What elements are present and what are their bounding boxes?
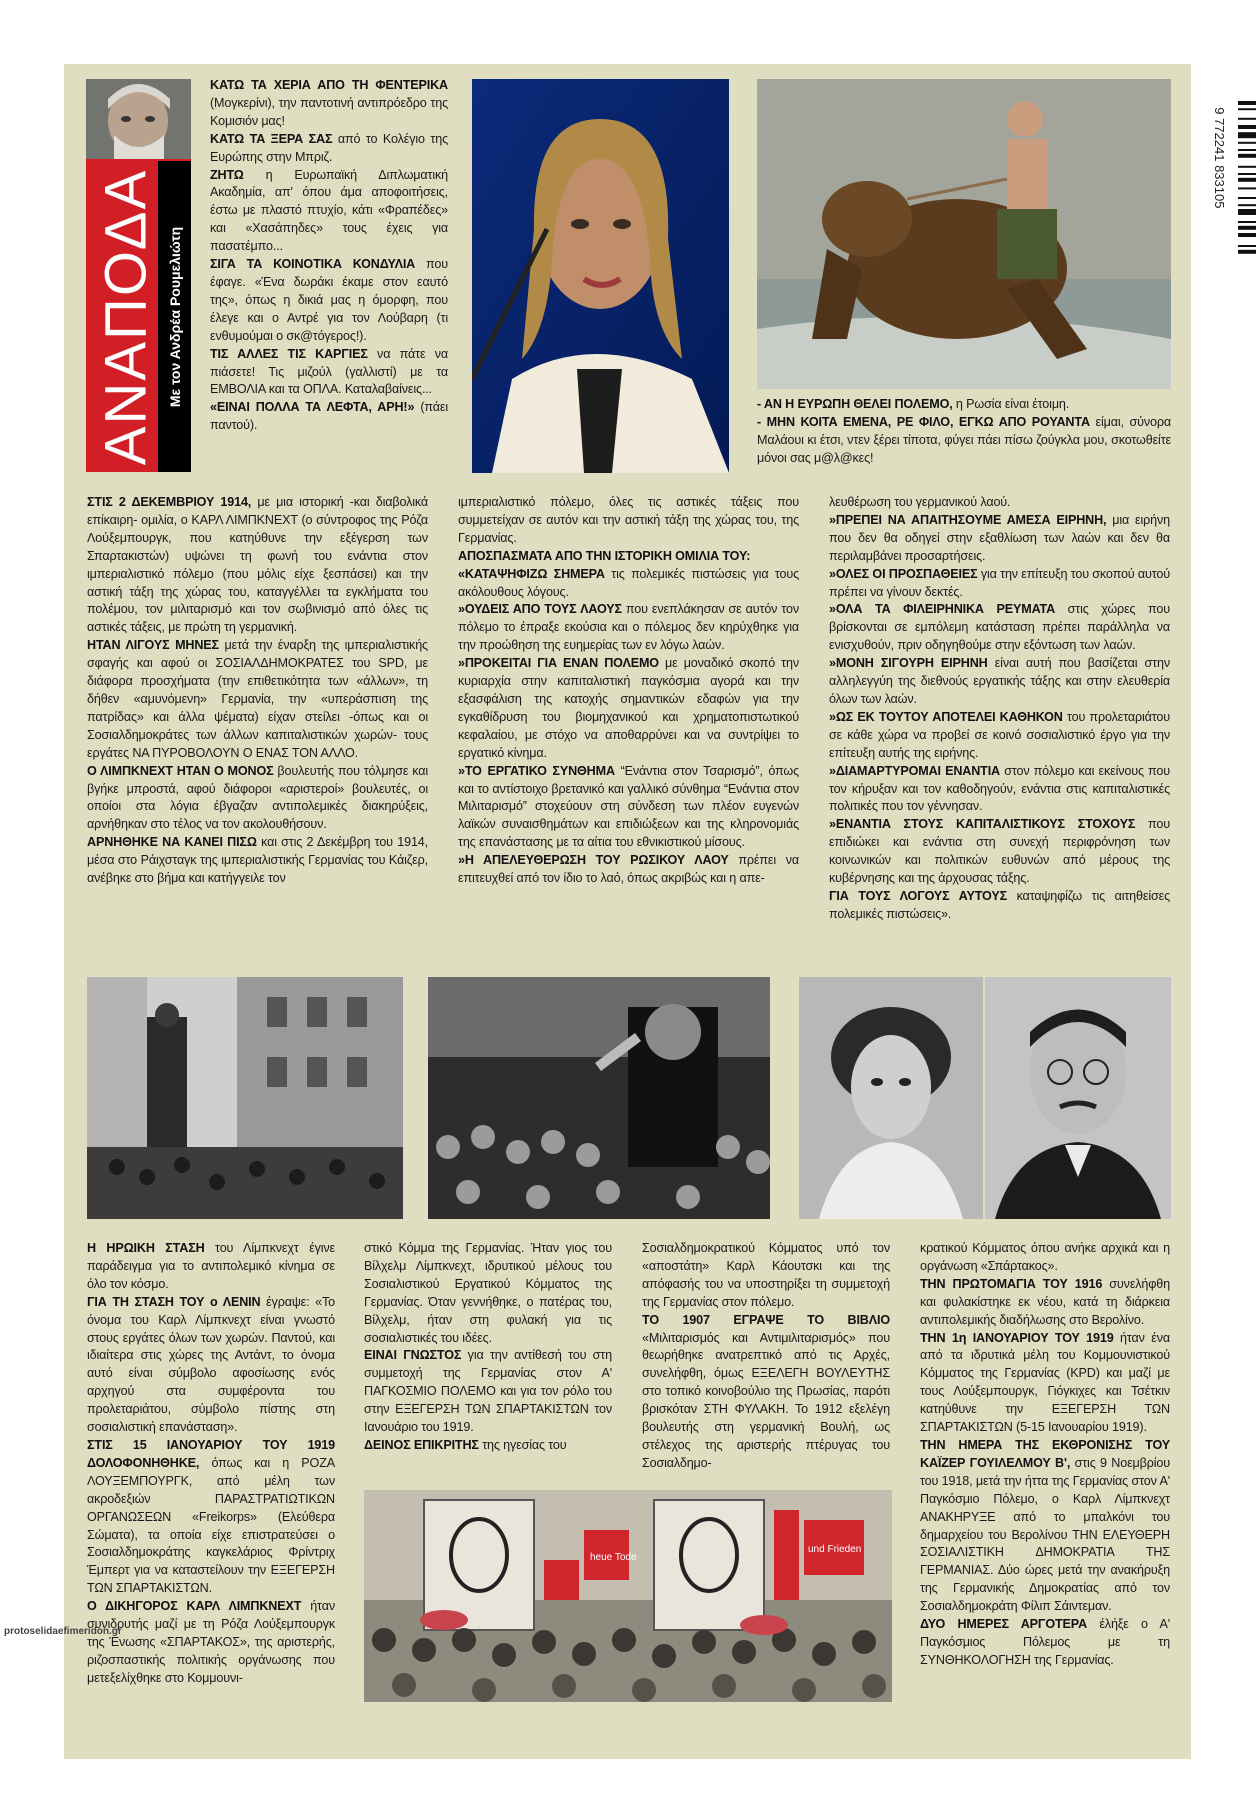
body-text: λευθέρωση του γερμανικού λαού. (829, 495, 1011, 509)
body-text: μετά την έναρξη της ιμπεριαλιστικής σφαγής και αφού οι ΣΟΣΙΑΛΔΗΜΟΚΡΑΤΕΣ του SPD, με διάφορα προσχήματα (την επιθετικότητα των «άλλων», τη δήθεν «αμυνόμενη» Γερμανία, την «υπεράσπιση της πατρίδας» και άλλα ψέματα) είχαν στείλει -όπως και οι Σοσιαλδημοκράτες των άλλων καπιταλιστικών χωρών- τους εργάτες ΝΑ ΠΥΡΟΒΟΛΟΥΝ Ο ΕΝΑΣ ΤΟΝ ΑΛΛΟ. (87, 638, 428, 760)
body-text: «Μιλιταρισμός και Αντιμιλιταρισμός» που θεωρήθηκε ανατρεπτικό από τις Αρχές, συνελήφθη, όμως ΕΞΕΛΕΓΗ ΒΟΥΛΕΥΤΗΣ στο τοπικό κοινοβούλιο της Πρωσίας, παρότι βρισκόταν ΣΤΗ ΦΥΛΑΚΗ. Το 1912 εξελέγη βουλευτής στη γερμανική Βουλή, ως στέλεχος της αριστερής πτέρυγας του Σοσιαλδημο- (642, 1330, 890, 1470)
article-column-1 (87, 494, 428, 888)
body-text: με μοναδικό σκοπό την κυριαρχία στην καπιταλιστική παγκόσμια αγορά και την εξασφάλιση της κατοχής σημαντικών εδαφών για την εγκαθίδρυση του βιομηχανικού και χρηματοπιστωτικού κεφαλαίου, με στόχο να αποθαρρύνει και να συντρίψει το εργατικό κίνημα. (458, 656, 799, 760)
liebknecht-balcony-photo (87, 977, 403, 1219)
body-text: ήταν συνιδρυτής μαζί με τη Ρόζα Λούξεμπουργκ της Ένωσης «ΣΠΑΡΤΑΚΟΣ», της αριστερής, ριζοσπαστικής πολιτικής οργάνωσης που μετεξελίχθηκε στο Κομμουνι- (87, 1599, 335, 1685)
lead-in: ΓΙΑ ΤΗ ΣΤΑΣΗ ΤΟΥ ο ΛΕΝΙΝ (87, 1294, 261, 1309)
body-text: (πάει παντού). (210, 400, 448, 433)
lead-in: »ΟΛΑ ΤΑ ΦΙΛΕΙΡΗΝΙΚΑ ΡΕΥΜΑΤΑ (829, 602, 1056, 617)
watermark: protoselidaefimeridon.gr (4, 1626, 122, 1637)
paragraph (920, 1276, 1170, 1330)
column-byline: Με τον Ανδρέα Ρουμελιώτη (166, 226, 183, 407)
article-column-3 (829, 494, 1170, 924)
body-text: του Λίμπκνεχτ έγινε παράδειγμα για το αντιπολεμικό κίνημα σε όλο τον κόσμο. (87, 1241, 335, 1291)
body-text: καταψηφίζω τις αιτηθείσες πολεμικές πιστώσεις». (829, 888, 1171, 921)
barcode-digits: 9 772241 833105 (1212, 107, 1227, 209)
body-text: που επιδιώκει και ενάντια στη συνεχή περιφρόνηση των κοινωνικών και πολιτικών ευθυνών από μέρους της κυβέρνησης και της άρχουσας τάξης. (829, 817, 1170, 886)
paragraph (87, 494, 428, 637)
paragraph (829, 763, 1170, 817)
lead-in: - ΜΗΝ ΚΟΙΤΑ ΕΜΕΝΑ, ΡΕ ΦΙΛΟ, ΕΓΚΩ ΑΠΟ ΡΟΥΑΝΤΑ (757, 414, 1090, 429)
banner-text-2: und Frieden (808, 1544, 862, 1555)
paragraph (458, 763, 799, 853)
lead-in: ΑΠΟΣΠΑΣΜΑΤΑ ΑΠΟ ΤΗΝ ΙΣΤΟΡΙΚΗ ΟΜΙΛΙΑ ΤΟΥ: (458, 548, 751, 563)
body-text: και στις 2 Δεκέμβρη του 1914, μέσα στο Ράιχσταγκ της ιμπεριαλιστικής Γερμανίας του Κάιζερ, ανέβηκε στο βήμα και κατήγγειλε τον (87, 835, 428, 886)
lead-in: ΕΙΝΑΙ ΓΝΩΣΤΟΣ (364, 1348, 462, 1363)
column-brand (86, 79, 191, 472)
paragraph (757, 396, 1171, 414)
paragraph (920, 1616, 1170, 1670)
column-title: ΑΝΑΠΟΔΑ (93, 168, 159, 465)
body-text: μια ειρήνη που δεν θα οδηγεί στην εξαθλίωση των λαών και δεν θα περιλαμβάνει προσαρτήσεις. (829, 512, 1170, 563)
bottom-column-2 (364, 1240, 612, 1455)
body-text: του προλεταριάτου σε κάθε χώρα να προβεί σε κοινό σοσιαλιστικό έργο για την επίτευξη αυτής της ειρήνης. (829, 709, 1171, 760)
paragraph (87, 637, 428, 762)
lead-in: ΣΤΙΣ 15 ΙΑΝΟΥΑΡΙΟΥ ΤΟΥ 1919 ΔΟΛΟΦΟΝΗΘΗΚΕ, (87, 1437, 335, 1470)
bottom-column-3 (642, 1240, 890, 1473)
lead-in: Ο ΛΙΜΠΚΝΕΧΤ ΗΤΑΝ Ο ΜΟΝΟΣ (87, 763, 274, 778)
paragraph (829, 816, 1170, 888)
paragraph (458, 548, 799, 566)
body-text: έλήξε ο Α' Παγκόσμιος Πόλεμος με τη ΣΥΝΘΗΚΟΛΟΓΗΣΗ της Γερμανίας. (920, 1617, 1170, 1667)
body-text: “Ενάντια στον Τσαρισμό”, όπως και το αντίστοιχο βρετανικό και γαλλικό σύνθημα “Ενάντια στον Μιλιταρισμό” στοχεύουν στη σύνδεση των πλέον ευγενών λαϊκών συναισθημάτων και επιδιώξεων και της κληρονομιάς της επανάστασης με τα αίτια του εθνικιστικού μίσους. (458, 763, 800, 850)
paragraph (920, 1330, 1170, 1437)
bottom-column-1 (87, 1240, 335, 1688)
lead-in: »ΤΟ ΕΡΓΑΤΙΚΟ ΣΥΝΘΗΜΑ (458, 763, 615, 778)
body-text: για την αντίθεσή του στη συμμετοχή της Γερμανίας στον Α' ΠΑΓΚΟΣΜΙΟ ΠΟΛΕΜΟ και για τον ρόλο του στην ΕΞΕΓΕΡΣΗ ΤΩΝ ΣΠΑΡΤΑΚΙΣΤΩΝ τον Ιανουάριο του 1919. (364, 1348, 612, 1435)
body-text: στις χώρες που βρίσκονται σε εμπόλεμη κατάσταση πρέπει παράλληλα να ενισχυθούν, πριν οδηγηθούμε στην εξόντωση των λαών. (829, 602, 1171, 653)
byline-box (158, 161, 191, 472)
body-text: ιμπεριαλιστικό πόλεμο, όλες τις αστικές τάξεις που συμμετείχαν σε αυτόν και την αστική τάξη της χώρας του, της Γερμανίας. (458, 495, 799, 545)
lead-in: ΣΤΙΣ 2 ΔΕΚΕΜΒΡΙΟΥ 1914, (87, 495, 252, 509)
body-text: πρέπει να επιτευχθεί από τον ίδιο το λαό, όπως ακριβώς και η απε- (458, 853, 799, 886)
body-text: έγραψε: «Το όνομα του Καρλ Λίμπκνεχτ είναι γνωστό στους εργάτες όλων των χωρών. Παντού, και ιδιαίτερα στις χώρες της Αντάντ, το όνομα αυτό είναι σύμβολο αφοσίωσης ενός αρχηγού στα συμφέροντα του προλεταριάτου, σύμβολο πίστης στη σοσιαλιστική επανάσταση». (87, 1294, 335, 1435)
lead-in: ΤΙΣ ΑΛΛΕΣ ΤΙΣ ΚΑΡΓΙΕΣ (210, 346, 368, 361)
paragraph (458, 852, 799, 888)
lead-in: Η ΗΡΩΙΚΗ ΣΤΑΣΗ (87, 1241, 205, 1255)
paragraph (87, 834, 428, 888)
lead-in: ΤΗΝ ΠΡΩΤΟΜΑΓΙΑ ΤΟΥ 1916 (920, 1276, 1103, 1291)
paragraph (458, 601, 799, 655)
paragraph (458, 566, 799, 602)
paragraph (920, 1240, 1170, 1276)
lead-in: ΤΗΝ 1η ΙΑΝΟΥΑΡΙΟΥ ΤΟΥ 1919 (920, 1330, 1114, 1345)
lead-in: «ΕΙΝΑΙ ΠΟΛΛΑ ΤΑ ΛΕΦΤΑ, ΑΡΗ!» (210, 400, 415, 415)
lead-in: »Η ΑΠΕΛΕΥΘΕΡΩΣΗ ΤΟΥ ΡΩΣΙΚΟΥ ΛΑΟΥ (458, 853, 729, 868)
paragraph (210, 346, 448, 400)
paragraph (757, 414, 1171, 468)
lead-in: ΑΡΝΗΘΗΚΕ ΝΑ ΚΑΝΕΙ ΠΙΣΩ (87, 835, 257, 850)
banner-text-1: heue Tode (590, 1552, 637, 1563)
body-text: βουλευτής που τόλμησε και βγήκε μπροστά, αφού διάφοροι «αριστεροί» βουλευτές, οι οποίοι στα λόγια έβγαζαν αντιπολεμικές διακηρύξεις, αρνήθηκαν στο τέλος να τον ακολουθήσουν. (87, 763, 429, 832)
lead-in: ΖΗΤΩ (210, 167, 244, 182)
demonstration-photo (364, 1490, 892, 1702)
body-text: που έφαγε. «Ένα δωράκι έκαμε στον εαυτό της», όπως η δικιά μας η όμορφη, που έλεγε και ο Αντρέ για τον Λούβαρη (τι ενθυμούμαι ο σκ@τόγερος!). (210, 257, 448, 343)
lead-in: »ΕΝΑΝΤΙΑ ΣΤΟΥΣ ΚΑΠΙΤΑΛΙΣΤΙΚΟΥΣ ΣΤΟΧΟΥΣ (829, 817, 1136, 832)
body-text: να πάτε να πιάσετε! Τις μιζούλ (γαλλιστί) με τα ΕΜΒΟΛΙΑ και τα ΟΠΛΑ. Καταλαβαίνεις... (210, 346, 448, 397)
lead-in: ΤΟ 1907 ΕΓΡΑΨΕ ΤΟ ΒΙΒΛΙΟ (642, 1312, 890, 1327)
paragraph (364, 1240, 612, 1347)
lead-in: »ΠΡΟΚΕΙΤΑΙ ΓΙΑ ΕΝΑΝ ΠΟΛΕΜΟ (458, 656, 659, 671)
paragraph (210, 167, 448, 257)
paragraph (829, 655, 1170, 709)
paragraph (87, 1437, 335, 1598)
paragraph (210, 399, 448, 435)
paragraph (829, 494, 1170, 512)
lead-in: ΓΙΑ ΤΟΥΣ ΛΟΓΟΥΣ ΑΥΤΟΥΣ (829, 888, 1007, 903)
bear-rider-photo (757, 79, 1171, 389)
paragraph (87, 1294, 335, 1437)
lead-in: »ΠΡΕΠΕΙ ΝΑ ΑΠΑΙΤΗΣΟΥΜΕ ΑΜΕΣΑ ΕΙΡΗΝΗ, (829, 512, 1107, 527)
body-text: από το Κολέγιο της Ευρώπης στην Μπριζ. (210, 131, 448, 164)
body-text: η Ρωσία είναι έτοιμη. (952, 397, 1070, 411)
lead-in: Ο ΔΙΚΗΓΟΡΟΣ ΚΑΡΛ ΛΙΜΠΚΝΕΧΤ (87, 1599, 302, 1614)
columnist-photo (86, 79, 191, 159)
body-text: όπως και η ΡΟΖΑ ΛΟΥΞΕΜΠΟΥΡΓΚ, από μέλη των ακροδεξιών ΠΑΡΑΣΤΡΑΤΙΩΤΙΚΩΝ ΟΡΓΑΝΩΣΕΩΝ «Freikorps» (Ελεύθερα Σώματα), τα οποία είχε επιστρατεύσει ο Σοσιαλδημοκράτης καγκελάριος Φρίντριχ Έμπερτ για να καταστείλουν την ΕΞΕΓΕΡΣΗ ΤΩΝ ΣΠΑΡΤΑΚΙΣΤΩΝ. (87, 1455, 335, 1596)
body-text: είμαι, σύνορα Μαλάουι κι έτσι, ντεν ξέρει τίποτα, φύγει πάει πίσω ζούγκλα μου, σκοτωθείτε μόνοι σας μ@λ@κες! (757, 414, 1171, 465)
bear-caption (757, 396, 1171, 468)
intro-column (210, 77, 448, 435)
paragraph (829, 601, 1170, 655)
paragraph (829, 566, 1170, 602)
paragraph (458, 655, 799, 762)
karl-liebknecht-portrait (985, 977, 1171, 1219)
lead-in: ΚΑΤΩ ΤΑ ΞΕΡΑ ΣΑΣ (210, 131, 333, 146)
paragraph (920, 1437, 1170, 1616)
paragraph (458, 494, 799, 548)
lead-in: ΚΑΤΩ ΤΑ ΧΕΡΙΑ ΑΠΟ ΤΗ ΦΕΝΤΕΡΙΚΑ (210, 78, 448, 92)
lead-in: »ΟΛΕΣ ΟΙ ΠΡΟΣΠΑΘΕΙΕΣ (829, 566, 978, 581)
lead-in: ΤΗΝ ΗΜΕΡΑ ΤΗΣ ΕΚΘΡΟΝΙΣΗΣ ΤΟΥ ΚΑΪΖΕΡ ΓΟΥΙΛΕΛΜΟΥ Β', (920, 1437, 1170, 1470)
paragraph (210, 256, 448, 346)
paragraph (87, 1598, 335, 1688)
lead-in: ΣΙΓΑ ΤΑ ΚΟΙΝΟΤΙΚΑ ΚΟΝΔΥΛΙΑ (210, 257, 416, 272)
lead-in: »ΩΣ ΕΚ ΤΟΥΤΟΥ ΑΠΟΤΕΛΕΙ ΚΑΘΗΚΟΝ (829, 709, 1063, 724)
mogherini-photo (472, 79, 729, 473)
paragraph (364, 1437, 612, 1455)
paragraph (829, 709, 1170, 763)
body-text: η Ευρωπαϊκή Διπλωματική Ακαδημία, απ' όπου άμα αποφοιτήσεις, έστω με πλαστό πτυχίο, κάτι «Φραπέδες» και «Χασάπηδες» τους έχεις για πασατέμπο... (210, 167, 448, 254)
body-text: τις πολεμικές πιστώσεις για τους ακόλουθους λόγους. (458, 566, 800, 599)
lead-in: «ΚΑΤΑΨΗΦΙΖΩ ΣΗΜΕΡΑ (458, 566, 605, 581)
body-text: κρατικού Κόμματος όπου ανήκε αρχικά και η οργάνωση «Σπάρτακος». (920, 1241, 1170, 1273)
paragraph (210, 77, 448, 131)
body-text: είναι αυτή που βασίζεται στην αλληλεγγύη της διεθνούς εργατικής τάξης και στην ελευθερία όλων των λαών. (829, 656, 1170, 706)
body-text: στις 9 Νοεμβρίου του 1918, μετά την ήττα της Γερμανίας στον Α' Παγκόσμιο Πόλεμο, ο Καρλ Λίμπκνεχτ ΑΝΑΚΗΡΥΞΕ από το μπαλκόνι του δημαρχείου του Βερολίνου ΤΗΝ ΕΛΕΥΘΕΡΗ ΣΟΣΙΑΛΙΣΤΙΚΗ ΔΗΜΟΚΡΑΤΙΑ ΤΗΣ ΓΕΡΜΑΝΙΑΣ. Δύο ώρες μετά την ανακήρυξη της Γερμανικής Δημοκρατίας από τον Σοσιαλδημοκράτη Φίλιπ Σάιντεμαν. (920, 1455, 1170, 1614)
lead-in: »ΟΥΔΕΙΣ ΑΠΟ ΤΟΥΣ ΛΑΟΥΣ (458, 602, 622, 617)
paragraph (829, 512, 1170, 566)
liebknecht-speech-photo (428, 977, 770, 1219)
lead-in: - ΑΝ Η ΕΥΡΩΠΗ ΘΕΛΕΙ ΠΟΛΕΜΟ, (757, 397, 953, 411)
paragraph (210, 131, 448, 167)
lead-in: »ΔΙΑΜΑΡΤΥΡΟΜΑΙ ΕΝΑΝΤΙΑ (829, 763, 1001, 778)
body-text: που ενεπλάκησαν σε αυτόν τον πόλεμο το έπραξε εκούσια και ο πόλεμος δεν κηρύχθηκε για την προώθηση της ευημερίας των εν λόγω λαών. (458, 602, 799, 653)
lead-in: ΗΤΑΝ ΛΙΓΟΥΣ ΜΗΝΕΣ (87, 638, 219, 653)
paragraph (829, 888, 1170, 924)
rosa-luxemburg-photo (799, 977, 983, 1219)
body-text: (Μογκερίνι), την παντοτινή αντιπρόεδρο της Κομισιόν μας! (210, 95, 448, 128)
paragraph (87, 763, 428, 835)
body-text: συνελήφθη και φυλακίστηκε εκ νέου, κατά τη διάρκεια αντιπολεμικής διαδήλωσης στο Βερολίνο. (920, 1276, 1171, 1327)
lead-in: ΔΕΙΝΟΣ ΕΠΙΚΡΙΤΗΣ (364, 1437, 479, 1452)
body-text: με μια ιστορική -και διαβολικά επίκαιρη- ομιλία, ο ΚΑΡΛ ΛΙΜΠΚΝΕΧΤ (ο σύντροφος της Ρόζα Λούξεμπουργκ, που κατηύθυνε την εξέγερση των Σπαρτακιστών) υψώνει τη φωνή του ενάντια στον ιμπεριαλιστικό πόλεμο (που μόλις είχε ξεσπάσει) και την αστική τάξη της χώρας του, καταγγέλλει τα εγκλήματα του πολέμου, τον μιλιταρισμό και τον σωβινισμό από όλες τις αστικές τάξεις, με πρώτη τη γερμανική. (87, 495, 428, 635)
bottom-column-4 (920, 1240, 1170, 1670)
paragraph (364, 1347, 612, 1437)
body-text: Σοσιαλδημοκρατικού Κόμματος υπό τον «αποστάτη» Καρλ Κάουτσκι και της απόφασής του να υποστηρίξει τη συμμετοχή της Γερμανίας στον πόλεμο. (642, 1241, 890, 1309)
lead-in: ΔΥΟ ΗΜΕΡΕΣ ΑΡΓΟΤΕΡΑ (920, 1617, 1088, 1632)
body-text: στικό Κόμμα της Γερμανίας. Ήταν γιος του Βίλχελμ Λίμπκνεχτ, ιδρυτικού μέλους του Σοσιαλιστικού Εργατικού Κόμματος της Γερμανίας. Όταν γεννήθηκε, ο πατέρας του, Βίλχελμ, ήταν στη φυλακή για τις σοσιαλιστικές του ιδέες. (364, 1241, 612, 1345)
body-text: για την επίτευξη του σκοπού αυτού πρέπει να γίνουν δεκτές. (829, 566, 1170, 599)
lead-in: »ΜΟΝΗ ΣΙΓΟΥΡΗ ΕΙΡΗΝΗ (829, 656, 988, 671)
paragraph (642, 1240, 890, 1312)
paragraph (87, 1240, 335, 1294)
article-column-2 (458, 494, 799, 888)
paragraph (642, 1312, 890, 1473)
body-text: της ηγεσίας του (478, 1437, 567, 1452)
body-text: στον πόλεμο και εκείνους που τον κήρυξαν και τον καθοδηγούν, ενάντια στις καπιταλιστικές πολιτικές που τον γέννησαν. (829, 763, 1170, 814)
body-text: ήταν ένα από τα ιδρυτικά μέλη του Κομμουνιστικού Κόμματος της Γερμανίας (KPD) και μαζί με τους Λούξεμπουργκ, Γιόγκιχες και Τσέτκιν κατηύθυνε την ΕΞΕΓΕΡΣΗ ΤΩΝ ΣΠΑΡΤΑΚΙΣΤΩΝ (5-15 Ιανουαρίου 1919). (920, 1330, 1171, 1435)
